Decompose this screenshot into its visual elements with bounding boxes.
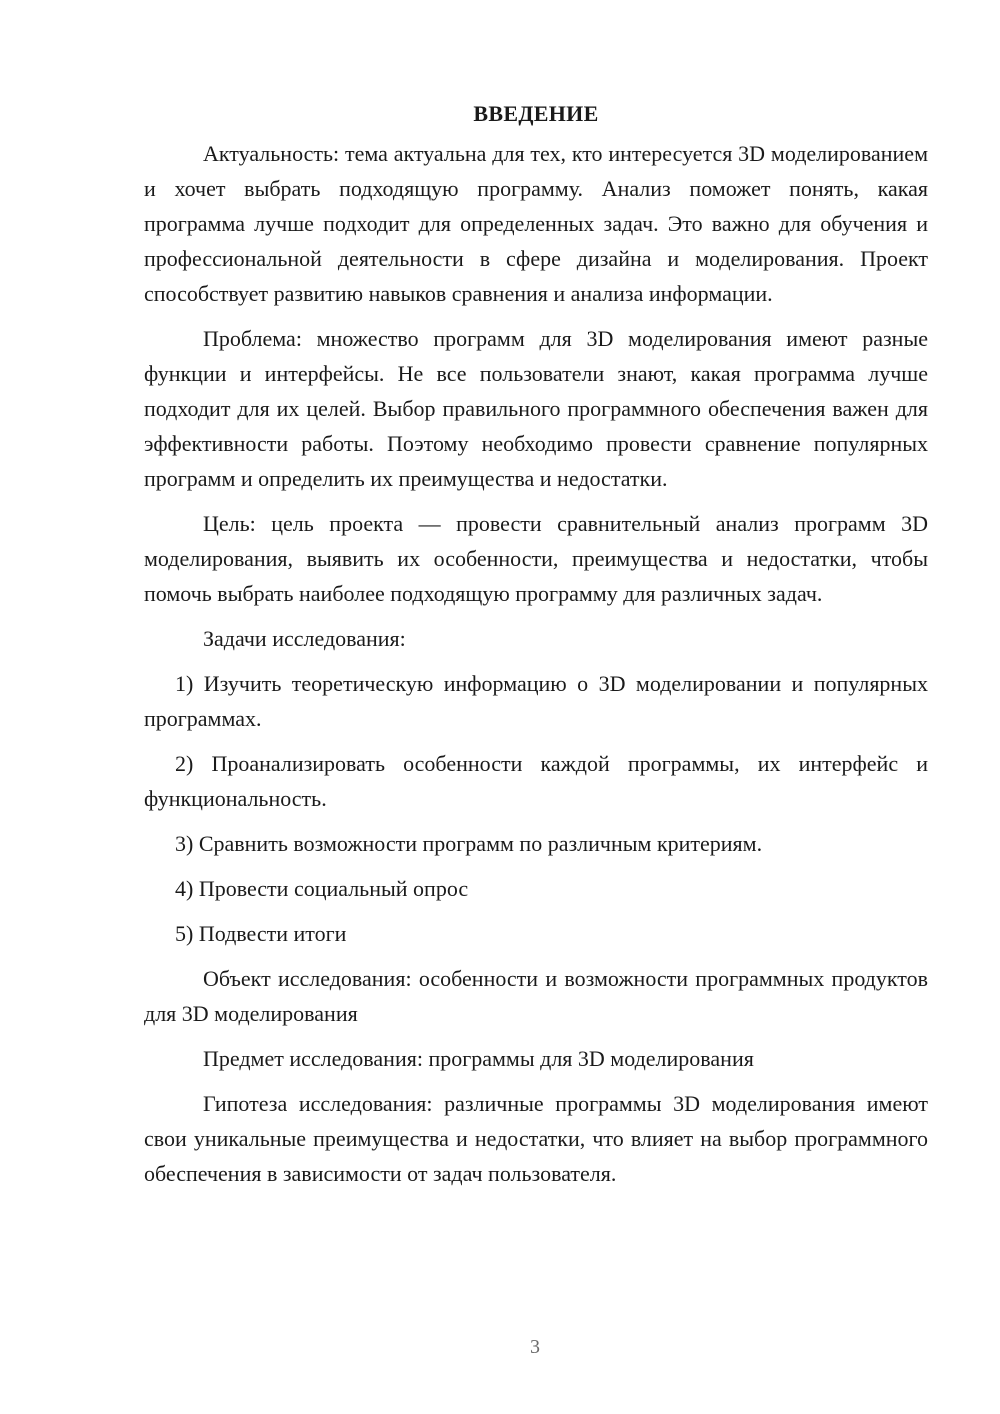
tasks-heading: Задачи исследования:: [203, 626, 406, 651]
task-item-5: 5) Подвести итоги: [175, 921, 347, 946]
task-item-1: 1) Изучить теоретическую информацию о 3D моделировании и популярных программах.: [144, 671, 928, 731]
hypothesis-paragraph: Гипотеза исследования: различные программы 3D моделирования имеют свои уникальные преимущества и недостатки, что влияет на выбор программного обеспечения в зависимости от задач пользователя.: [144, 1091, 928, 1186]
object-paragraph: Объект исследования: особенности и возможности программных продуктов для 3D моделирования: [144, 966, 928, 1026]
subject-paragraph: Предмет исследования: программы для 3D моделирования: [203, 1046, 754, 1071]
page-number: 3: [530, 1336, 540, 1358]
goal-paragraph: Цель: цель проекта — провести сравнительный анализ программ 3D моделирования, выявить их особенности, преимущества и недостатки, чтобы помочь выбрать наиболее подходящую программу для различных задач.: [144, 511, 928, 606]
task-item-2: 2) Проанализировать особенности каждой программы, их интерфейс и функциональность.: [144, 751, 928, 811]
problem-paragraph: Проблема: множество программ для 3D моделирования имеют разные функции и интерфейсы. Не все пользователи знают, какая программа лучше подходит для их целей. Выбор правильного программного обеспечения важен для эффективности работы. Поэтому необходимо провести сравнение популярных программ и определить их преимущества и недостатки.: [144, 326, 928, 491]
relevance-paragraph: Актуальность: тема актуальна для тех, кто интересуется 3D моделированием и хочет выбрать подходящую программу. Анализ поможет понять, какая программа лучше подходит для определенных задач. Это важно для обучения и профессиональной деятельности в сфере дизайна и моделирования. Проект способствует развитию навыков сравнения и анализа информации.: [144, 141, 928, 306]
tasks-list: [144, 666, 928, 951]
page-title: ВВЕДЕНИЕ: [473, 101, 599, 126]
page-content: [144, 96, 928, 1201]
task-item-3: 3) Сравнить возможности программ по различным критериям.: [175, 831, 763, 856]
task-item-4: 4) Провести социальный опрос: [175, 876, 469, 901]
